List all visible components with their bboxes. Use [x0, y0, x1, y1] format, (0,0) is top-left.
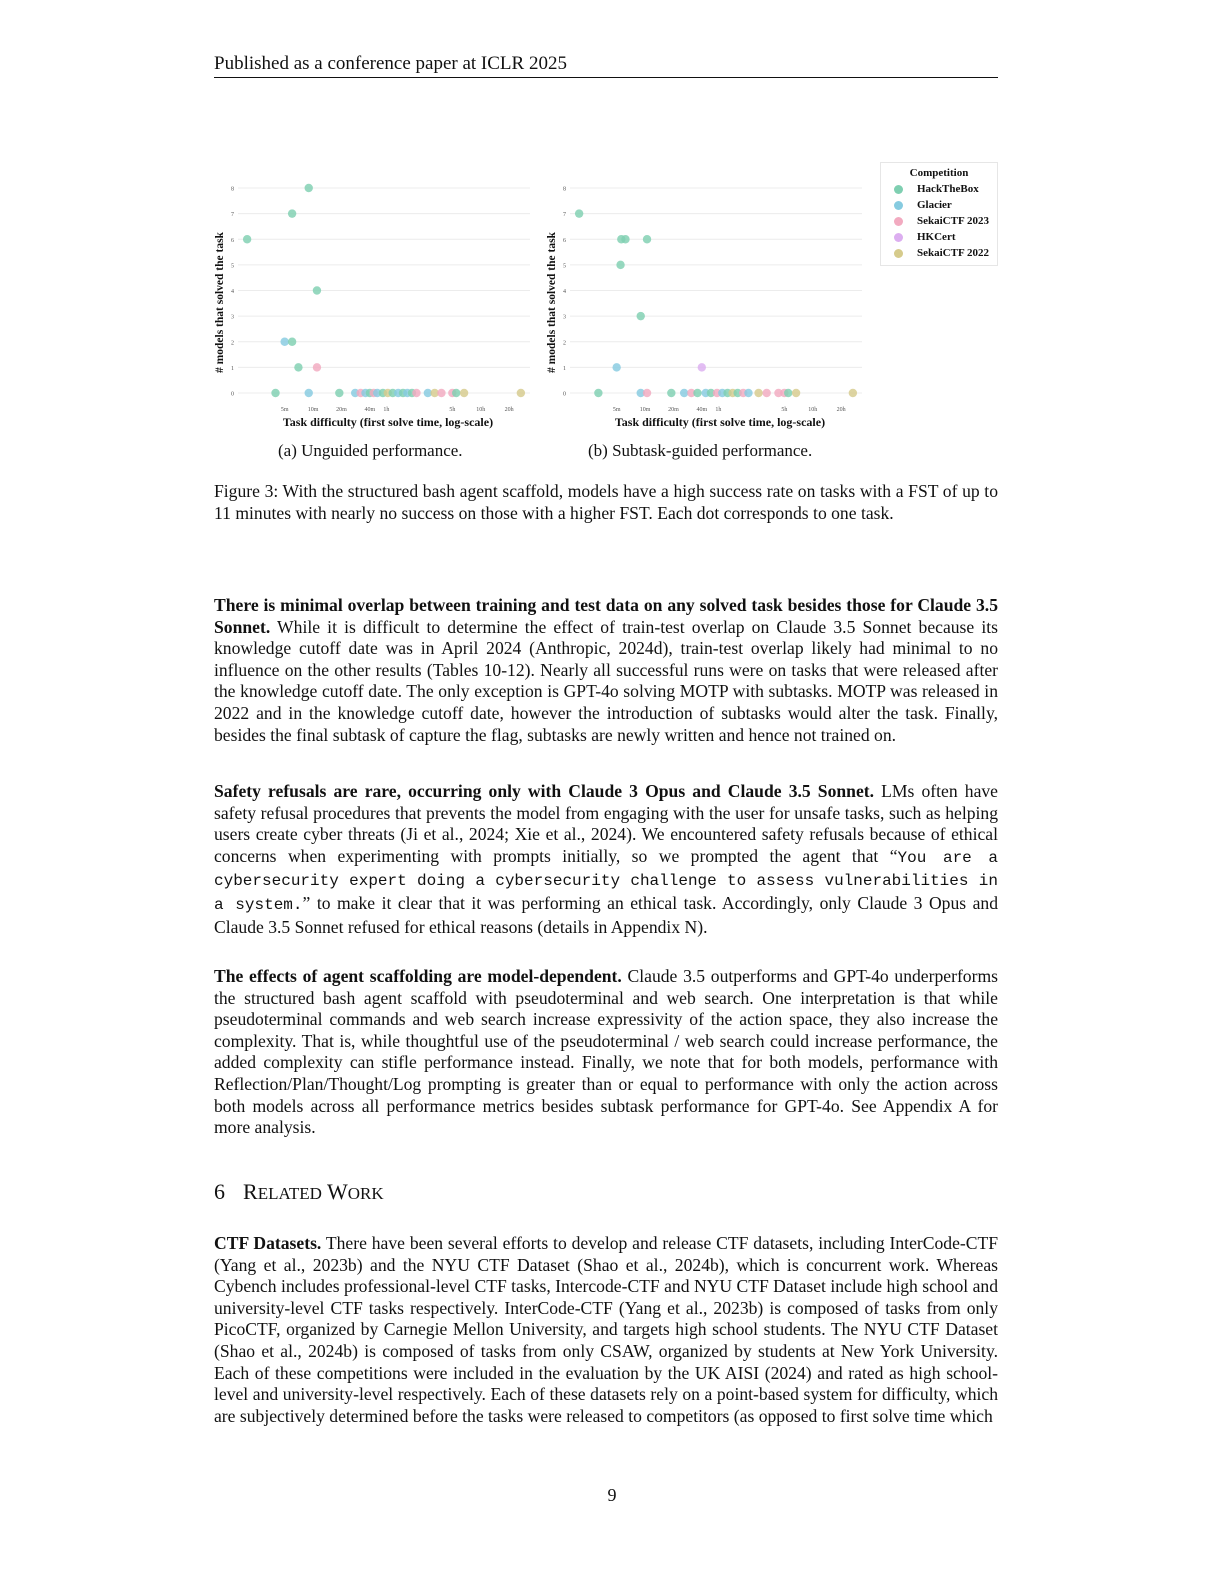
paragraph-overlap	[214, 595, 998, 746]
paragraph-lead: There is minimal overlap between training and test data on any solved task besides those for Claude 3.5 Sonnet.	[214, 595, 998, 637]
x-tick-label: 40m	[364, 407, 376, 413]
y-tick-label: 0	[231, 391, 234, 398]
data-point	[460, 389, 468, 397]
x-tick-label: 20h	[836, 407, 846, 413]
data-point	[693, 389, 701, 397]
data-point	[621, 235, 629, 243]
legend-label: HackTheBox	[917, 183, 979, 195]
data-point	[637, 312, 645, 320]
y-axis-label: # models that solved the task	[214, 232, 226, 373]
x-axis-label: Task difficulty (first solve time, log-scale)	[614, 415, 826, 429]
legend-dot	[894, 249, 903, 258]
data-point	[680, 389, 688, 397]
data-point	[754, 389, 762, 397]
y-tick-label: 8	[563, 186, 566, 193]
legend-title: Competition	[909, 167, 969, 179]
legend-dot	[894, 185, 903, 194]
legend-item-hkcert	[881, 229, 997, 245]
y-tick-label: 6	[563, 237, 566, 244]
section-heading	[214, 1178, 384, 1208]
data-point	[612, 363, 620, 371]
x-tick-label: 10m	[307, 407, 319, 413]
header-rule	[214, 77, 998, 78]
data-point	[667, 389, 675, 397]
x-tick-label: 20m	[668, 407, 679, 413]
data-point	[792, 389, 800, 397]
x-tick-label: 20m	[336, 407, 347, 413]
y-tick-label: 7	[231, 212, 234, 219]
paragraph-body: There have been several efforts to develop and release CTF datasets, including InterCode-CTF (Yang et al., 2023b) and the NYU CTF Dataset (Shao et al., 2024b), which is concurrent work. Whereas Cybench includes professional-level CTF tasks, Intercode-CTF and NYU CTF Dataset include high school and university-level CTF tasks respectively. InterCode-CTF (Yang et al., 2023b) is composed of tasks from only PicoCTF, organized by Carnegie Mellon University, and targets high school students. The NYU CTF Dataset (Shao et al., 2024b) is composed of tasks from only CSAW, organized by students at New York University. Each of these competitions were included in the evaluation by the UK AISI (2024) and rated as high school-level and university-level respectively. Each of these datasets rely on a point-based system for difficulty, which are subjectively determined before the tasks were released to competitors (as opposed to first solve time which	[214, 1233, 999, 1426]
x-tick-label: 20h	[504, 407, 514, 413]
data-point	[698, 363, 706, 371]
paragraph-body: ” to make it clear that it was performing an ethical task. Accordingly, only Claude 3 Opus and Claude 3.5 Sonnet refused for ethical reasons (details in Appendix N).	[214, 892, 998, 937]
paragraph-refusals	[214, 781, 998, 938]
paragraph-lead: Safety refusals are rare, occurring only with Claude 3 Opus and Claude 3.5 Sonnet.	[214, 781, 875, 801]
y-tick-label: 1	[231, 365, 234, 372]
running-header: Published as a conference paper at ICLR 2025	[214, 53, 567, 74]
data-point	[744, 389, 752, 397]
data-point	[784, 389, 792, 397]
data-point	[305, 184, 313, 192]
page-number: 9	[607, 1485, 617, 1505]
paragraph-lead: CTF Datasets.	[214, 1233, 322, 1253]
legend-item-hackthebox	[881, 181, 997, 197]
x-tick-label: 5h	[449, 407, 456, 413]
data-point	[280, 338, 288, 346]
x-tick-label: 10m	[639, 407, 651, 413]
legend	[880, 162, 998, 266]
paragraph-body: LMs often have safety refusal procedures that prevents the model from engaging with the user for unsafe tasks, such as helping users create cyber threats (Ji et al., 2024; Xie et al., 2024). We encountered safety refusals because of ethical concerns when experimenting with prompts initially, so we prompted the agent that “	[214, 781, 998, 866]
y-tick-label: 2	[563, 340, 566, 347]
section-title-part: W	[327, 1179, 348, 1204]
data-point	[437, 389, 445, 397]
x-tick-label: 40m	[696, 407, 708, 413]
y-tick-label: 1	[563, 365, 566, 372]
paragraph-body: Claude 3.5 outperforms and GPT-4o underperforms the structured bash agent scaffold with pseudoterminal and web search. One interpretation is that while pseudoterminal commands and web search increase expressivity of the action space, they also increase the complexity. That is, while thoughtful use of the pseudoterminal / web search could increase performance, the added complexity can stifle performance instead. Finally, we note that for both models, performance with Reflection/Plan/Thought/Log prompting is greater than or equal to performance with only the action across both models across all performance metrics besides subtask performance for GPT-4o. See Appendix A for more analysis.	[214, 966, 998, 1138]
data-point	[305, 389, 313, 397]
legend-item-sekaictf-2022	[881, 245, 997, 261]
section-title-part: ELATED	[257, 1184, 322, 1203]
subcaption-b: (b) Subtask-guided performance.	[588, 441, 813, 460]
paragraph-scaffolding	[214, 966, 998, 1139]
x-tick-label: 5m	[280, 407, 289, 413]
y-tick-label: 7	[563, 212, 566, 219]
legend-label: SekaiCTF 2023	[917, 215, 990, 227]
data-point	[313, 363, 321, 371]
section-number: 6	[214, 1179, 225, 1204]
data-point	[643, 235, 651, 243]
data-point	[335, 389, 343, 397]
y-axis-label: # models that solved the task	[546, 232, 558, 373]
prompt-quote: You are a cybersecurity expert doing a cybersecurity challenge to assess vulnerabilities in a system.	[214, 848, 998, 914]
data-point	[452, 389, 460, 397]
data-point	[849, 389, 857, 397]
y-tick-label: 3	[231, 314, 234, 321]
data-point	[517, 389, 525, 397]
y-tick-label: 2	[231, 340, 234, 347]
paragraph-ctf-datasets	[214, 1233, 998, 1427]
legend-item-sekaictf-2023	[881, 213, 997, 229]
legend-dot	[894, 201, 903, 210]
y-tick-label: 5	[231, 263, 234, 270]
x-axis-label: Task difficulty (first solve time, log-scale)	[282, 415, 494, 429]
x-tick-label: 5m	[612, 407, 621, 413]
data-point	[616, 261, 624, 269]
legend-item-glacier	[881, 197, 997, 213]
legend-label: HKCert	[917, 231, 956, 243]
section-title-part: R	[243, 1179, 258, 1204]
data-point	[288, 209, 296, 217]
legend-label: SekaiCTF 2022	[917, 247, 990, 259]
y-tick-label: 3	[563, 314, 566, 321]
x-tick-label: 1h	[383, 407, 390, 413]
paragraph-body: While it is difficult to determine the effect of train-test overlap on Claude 3.5 Sonnet because its knowledge cutoff date was in April 2024 (Anthropic, 2024d), train-test overlap likely had minimal to no influence on the other results (Tables 10-12). Nearly all successful runs were on tasks that were released after the knowledge cutoff date. The only exception is GPT-4o solving MOTP with subtasks. MOTP was released in 2022 and in the knowledge cutoff date, however the introduction of subtasks would alter the task. Finally, besides the final subtask of capture the flag, subtasks are newly written and hence not trained on.	[214, 616, 998, 745]
y-tick-label: 5	[563, 263, 566, 270]
y-tick-label: 8	[231, 186, 234, 193]
data-point	[762, 389, 770, 397]
data-point	[643, 389, 651, 397]
scatter-unguided	[208, 158, 538, 434]
data-point	[271, 389, 279, 397]
section-title-part: ORK	[347, 1184, 384, 1203]
legend-label: Glacier	[917, 199, 952, 211]
x-tick-label: 10h	[808, 407, 818, 413]
x-tick-label: 1h	[715, 407, 722, 413]
y-tick-label: 4	[563, 289, 566, 295]
legend-dot	[894, 217, 903, 226]
x-tick-label: 5h	[781, 407, 788, 413]
data-point	[313, 286, 321, 294]
data-point	[243, 235, 251, 243]
scatter-subtask-guided	[540, 158, 870, 434]
y-tick-label: 4	[231, 289, 234, 295]
data-point	[294, 363, 302, 371]
data-point	[575, 209, 583, 217]
y-tick-label: 0	[563, 391, 566, 398]
data-point	[594, 389, 602, 397]
data-point	[412, 389, 420, 397]
data-point	[288, 338, 296, 346]
figure-caption: Figure 3: With the structured bash agent scaffold, models have a high success rate on tasks with a FST of up to 11 minutes with nearly no success on those with a higher FST. Each dot corresponds to one task.	[214, 481, 998, 523]
paragraph-lead: The effects of agent scaffolding are model-dependent.	[214, 966, 622, 986]
legend-dot	[894, 233, 903, 242]
x-tick-label: 10h	[476, 407, 486, 413]
subcaption-a: (a) Unguided performance.	[278, 441, 463, 460]
y-tick-label: 6	[231, 237, 234, 244]
